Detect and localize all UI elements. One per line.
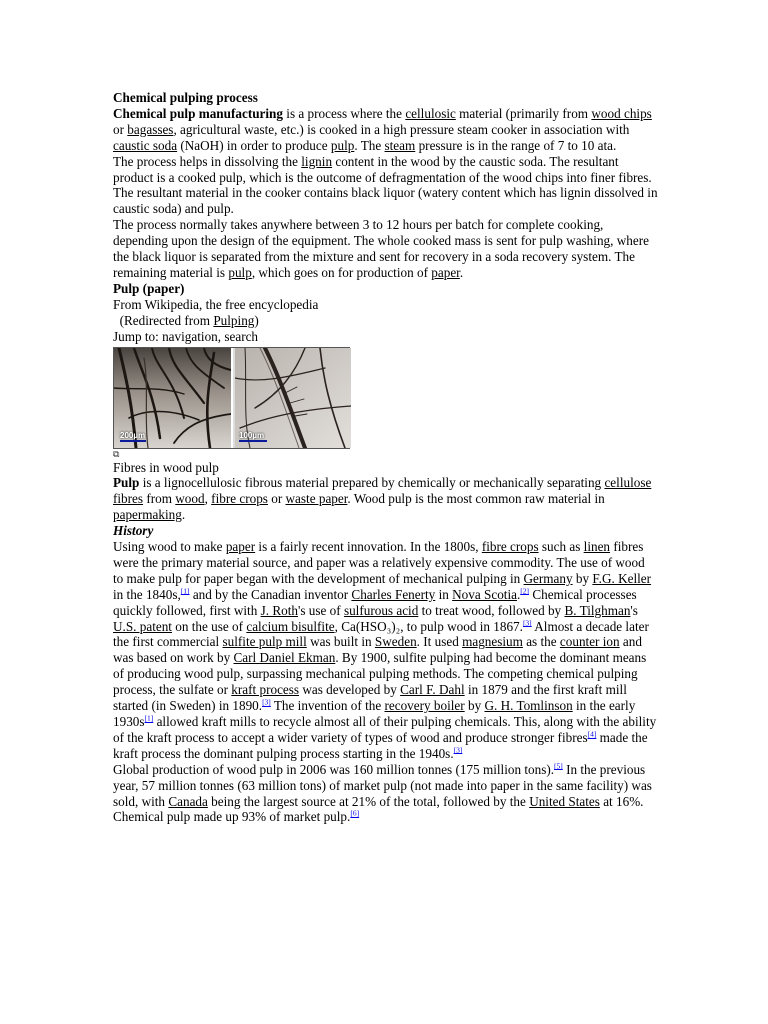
text: such as — [538, 539, 584, 555]
text: Global production of wood pulp in 2006 was 160 million tonnes (175 million tons). — [113, 761, 555, 777]
fibre-micrograph-figure[interactable] — [113, 347, 350, 449]
link-papermaking[interactable]: papermaking — [113, 507, 182, 523]
paragraph-history-1 — [113, 539, 658, 762]
text: In the previous year, 57 million tonnes (63 million tons) of market pulp (not made into paper in the same facility) was sold, with — [113, 761, 652, 809]
paragraph-history-2 — [113, 762, 658, 826]
redirect-line — [113, 313, 658, 329]
link-bagasses[interactable]: bagasses — [127, 121, 174, 137]
figure-caption: Fibres in wood pulp — [113, 459, 219, 475]
text: as the — [522, 634, 560, 650]
link-wood-chips[interactable]: wood chips — [591, 105, 652, 121]
text: was developed by — [299, 682, 401, 698]
text: or — [267, 491, 286, 507]
link-pulp[interactable]: pulp — [330, 137, 355, 153]
link-steam[interactable]: steam — [384, 137, 416, 153]
link-fibre-crops-2[interactable]: fibre crops — [481, 539, 539, 555]
link-pulping[interactable]: Pulping — [213, 312, 255, 328]
link-carl-daniel-ekman[interactable]: Carl Daniel Ekman — [233, 650, 336, 666]
text: and by the Canadian inventor — [189, 586, 352, 602]
reference-3c[interactable]: [3] — [453, 745, 463, 755]
link-pulp-2[interactable]: pulp — [228, 264, 252, 280]
text: (NaOH) in order to produce — [177, 137, 331, 153]
scale-bar-left — [120, 440, 146, 442]
document-content — [113, 90, 658, 825]
text: The process helps in dissolving the — [113, 153, 302, 169]
text: in — [435, 586, 453, 602]
link-b-tilghman[interactable]: B. Tilghman — [564, 602, 631, 618]
scale-bar-right — [239, 440, 267, 442]
text: . The — [354, 137, 385, 153]
link-caustic-soda[interactable]: caustic soda — [113, 137, 178, 153]
link-linen[interactable]: linen — [583, 539, 611, 555]
paragraph-chemical-pulp-manufacturing — [113, 106, 658, 154]
source-line: From Wikipedia, the free encyclopedia — [113, 296, 319, 312]
link-canada[interactable]: Canada — [168, 793, 208, 809]
text: is a lignocellulosic fibrous material prepared by chemically or mechanically separating — [139, 475, 605, 491]
text: was built in — [306, 634, 375, 650]
paragraph-cooking-time — [113, 217, 658, 281]
text: 's use of — [297, 602, 344, 618]
scale-label-right: 100µm — [239, 430, 265, 440]
text: on the use of — [171, 618, 247, 634]
text: pressure is in the range of 7 to 10 ata. — [415, 137, 617, 153]
reference-5[interactable]: [5] — [554, 761, 563, 771]
text: . It used — [416, 634, 463, 650]
text: allowed kraft mills to recycle almost all of their pulping chemicals. This, along with the ability of the kraft process to accept a wider variety of types of wood and produce stronger fibres — [113, 714, 657, 745]
text: . By 1900, sulfite pulping had become the dominant means of producing wood pulp, surpassing mechanical pulping methods. The competing chemical pulping process, the sulfate or — [113, 650, 647, 698]
text: , — [204, 491, 212, 507]
micrograph-image-right — [233, 348, 351, 448]
text: . — [516, 586, 521, 602]
link-recovery-boiler[interactable]: recovery boiler — [384, 698, 465, 714]
text: in the early 1930s — [113, 698, 636, 729]
text: at 16%. Chemical pulp made up 93% of market pulp. — [113, 793, 644, 825]
link-nova-scotia[interactable]: Nova Scotia — [452, 586, 517, 602]
link-cellulose-fibres[interactable]: cellulose fibres — [113, 475, 652, 507]
link-waste-paper[interactable]: waste paper — [285, 491, 348, 507]
link-carl-f-dahl[interactable]: Carl F. Dahl — [400, 682, 465, 698]
text: , Ca(HSO₃)₂, to pulp wood in 1867. — [334, 618, 523, 634]
text: 's — [630, 602, 638, 618]
heading-pulp-paper: Pulp (paper) — [113, 280, 185, 296]
text: and was based on work by — [113, 634, 642, 666]
micrograph-image-left — [114, 348, 231, 448]
enlarge-icon[interactable]: ⧉ — [113, 448, 120, 459]
link-united-states[interactable]: United States — [529, 793, 600, 809]
text: from — [143, 491, 176, 507]
text: content in the wood by the caustic soda. The resultant product is a cooked pulp, which is the outcome of defragmentation of the wood chips into finer fibres. The resultant material in the cooker contains black liquor (watery content which has lignin dissolved in caustic soda) and pulp. — [113, 153, 658, 217]
link-sulfite-pulp-mill[interactable]: sulfite pulp mill — [222, 634, 307, 650]
text: made the kraft process the dominant pulping process starting in the 1940s. — [113, 729, 648, 761]
text: by — [464, 698, 485, 714]
text: Almost a decade later the first commercial — [113, 618, 649, 650]
paragraph-pulp-intro — [113, 475, 658, 523]
link-sulfurous-acid[interactable]: sulfurous acid — [343, 602, 419, 618]
text: ) — [254, 312, 259, 328]
link-counter-ion[interactable]: counter ion — [559, 634, 620, 650]
text: is a fairly recent innovation. In the 1800s, — [255, 539, 482, 555]
heading-history: History — [113, 523, 154, 539]
paragraph-lignin — [113, 154, 658, 218]
text: , which goes on for production of — [251, 264, 432, 280]
link-j-roth[interactable]: J. Roth — [260, 602, 298, 618]
reference-1b[interactable]: [1] — [144, 713, 154, 723]
text: fibres were the primary material source, and paper was a relatively expensive commodity. The use of wood to make pulp for paper began with the development of mechanical pulping in — [113, 539, 645, 586]
reference-6[interactable]: [6] — [350, 809, 360, 819]
text: The invention of the — [270, 698, 385, 714]
link-lignin[interactable]: lignin — [301, 153, 333, 169]
link-gh-tomlinson[interactable]: G. H. Tomlinson — [484, 698, 573, 714]
text: . — [459, 264, 464, 280]
reference-1[interactable]: [1] — [180, 586, 190, 596]
text: , agricultural waste, etc.) is cooked in a high pressure steam cooker in association with — [173, 121, 630, 137]
link-cellulosic[interactable]: cellulosic — [405, 105, 456, 121]
link-fg-keller[interactable]: F.G. Keller — [592, 570, 652, 586]
reference-4[interactable]: [4] — [587, 729, 597, 739]
reference-2[interactable]: [2] — [520, 586, 530, 596]
text: by — [572, 570, 593, 586]
link-magnesium[interactable]: magnesium — [462, 634, 523, 650]
term-pulp: Pulp — [113, 475, 140, 491]
text: (Redirected from — [113, 312, 214, 328]
text: in the 1840s, — [113, 586, 181, 602]
text: Using wood to make — [113, 539, 226, 555]
text: or — [113, 121, 128, 137]
reference-3b[interactable]: [3] — [262, 697, 271, 707]
text: being the largest source at 21% of the total, followed by the — [207, 793, 530, 809]
link-paper[interactable]: paper — [431, 264, 460, 280]
link-fibre-crops[interactable]: fibre crops — [211, 491, 268, 507]
text: to treat wood, followed by — [418, 602, 565, 618]
link-germany[interactable]: Germany — [523, 570, 573, 586]
link-wood[interactable]: wood — [175, 491, 205, 507]
term-chemical-pulp-manufacturing: Chemical pulp manufacturing — [113, 105, 283, 121]
text: in 1879 and the first kraft mill started (in Sweden) in 1890. — [113, 682, 627, 714]
reference-3[interactable]: [3] — [522, 618, 532, 628]
link-kraft-process[interactable]: kraft process — [231, 682, 300, 698]
heading-chemical-pulping-process: Chemical pulping process — [113, 90, 258, 105]
jump-links[interactable]: Jump to: navigation, search — [113, 328, 259, 344]
text: material (primarily from — [455, 105, 592, 121]
link-charles-fenerty[interactable]: Charles Fenerty — [351, 586, 436, 602]
link-us-patent[interactable]: U.S. patent — [113, 618, 172, 634]
text: . — [181, 507, 186, 523]
link-paper-2[interactable]: paper — [225, 539, 256, 555]
text: Chemical processes quickly followed, first with — [113, 586, 637, 618]
text: . Wood pulp is the most common raw material in — [347, 491, 605, 507]
link-sweden[interactable]: Sweden — [374, 634, 417, 650]
text: is a process where the — [283, 105, 406, 121]
scale-label-left: 200µm — [120, 430, 146, 440]
text: The process normally takes anywhere between 3 to 12 hours per batch for complete cooking, depending upon the design of the equipment. The whole cooked mass is sent for pulp washing, where the black liquor is separated from the mixture and sent for recovery in a soda recovery system. The remaining material is — [113, 217, 649, 280]
link-calcium-bisulfite[interactable]: calcium bisulfite — [246, 618, 335, 634]
